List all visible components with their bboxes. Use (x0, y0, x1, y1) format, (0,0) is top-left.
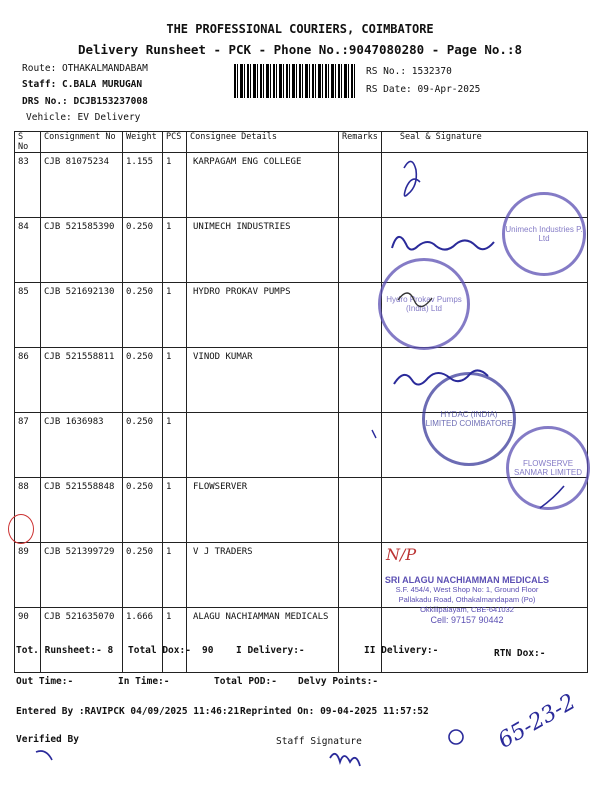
cell-pcs: 1 (163, 543, 187, 608)
cell-consignment: CJB 521558811 (41, 348, 123, 413)
in-time: In Time:- (118, 676, 170, 687)
header-pcs: PCS (163, 132, 187, 153)
cell-consignment: CJB 521399729 (41, 543, 123, 608)
cell-weight: 0.250 (123, 478, 163, 543)
rs-date: RS Date: 09-Apr-2025 (366, 84, 481, 95)
ii-delivery: II Delivery:- (364, 645, 439, 656)
reprinted-on: Reprinted On: 09-04-2025 11:57:52 (240, 706, 429, 717)
staff: Staff: C.BALA MURUGAN (22, 79, 143, 90)
cell-sno: 86 (15, 348, 41, 413)
medical-stamp-address2: Pallakadu Road, Othakalmandapam (Po) (398, 595, 536, 604)
out-time: Out Time:- (16, 676, 74, 687)
cell-pcs: 1 (163, 283, 187, 348)
delvy-points: Delvy Points:- (298, 676, 379, 687)
cell-consignee: ALAGU NACHIAMMAN MEDICALS (187, 608, 339, 673)
company-title: THE PROFESSIONAL COURIERS, COIMBATORE (166, 22, 434, 36)
header-remarks: Remarks (339, 132, 382, 153)
total-pod: Total POD:- (214, 676, 277, 687)
runsheet-subtitle: Delivery Runsheet - PCK - Phone No.:9047080280 - Page No.:8 (77, 42, 522, 57)
signature-88 (540, 486, 564, 508)
rs-number: RS No.: 1532370 (366, 66, 452, 77)
cell-consignee: VINOD KUMAR (187, 348, 339, 413)
cell-pcs: 1 (163, 413, 187, 478)
header-seal-signature: Seal & Signature (381, 132, 587, 153)
cell-sno: 83 (15, 153, 41, 218)
cell-consignee: FLOWSERVER (187, 478, 339, 543)
total-dox-value: 90 (202, 645, 214, 656)
cell-consignment: CJB 521585390 (41, 218, 123, 283)
cell-consignee: UNIMECH INDUSTRIES (187, 218, 339, 283)
cell-pcs: 1 (163, 608, 187, 673)
signature-83 (404, 161, 420, 196)
header-consignment: Consignment No (41, 132, 123, 153)
cell-pcs: 1 (163, 348, 187, 413)
drs-number: DRS No.: DCJB153237008 (22, 96, 148, 107)
cell-weight: 1.155 (123, 153, 163, 218)
medical-stamp-address1: S.F. 454/4, West Shop No: 1, Ground Floor (395, 585, 539, 594)
cell-consignee: HYDRO PROKAV PUMPS (187, 283, 339, 348)
cell-sno: 89 (15, 543, 41, 608)
hydac-stamp: HYDAC (INDIA) LIMITED COIMBATORE (422, 372, 516, 466)
cell-pcs: 1 (163, 153, 187, 218)
cell-consignment: CJB 521558848 (41, 478, 123, 543)
total-dox-label: Total Dox:- (128, 645, 191, 656)
entered-by: Entered By :RAVIPCK 04/09/2025 11:46:21 (16, 706, 240, 717)
route: Route: OTHAKALMANDABAM (22, 63, 148, 74)
signature-86 (394, 370, 488, 384)
medical-stamp-name: SRI ALAGU NACHIAMMAN MEDICALS (384, 575, 550, 585)
tick-87 (372, 430, 376, 438)
cell-pcs: 1 (163, 478, 187, 543)
cell-sno: 84 (15, 218, 41, 283)
signature-84 (392, 237, 494, 250)
cell-weight: 0.250 (123, 543, 163, 608)
cell-consignment: CJB 1636983 (41, 413, 123, 478)
handwritten-np: N/P (386, 545, 417, 564)
cell-sno: 90 (15, 608, 41, 673)
circled-mark (449, 730, 463, 744)
cell-sno: 88 (15, 478, 41, 543)
cell-weight: 0.250 (123, 413, 163, 478)
i-delivery: I Delivery:- (236, 645, 305, 656)
signature-85 (398, 293, 432, 307)
cell-weight: 0.250 (123, 283, 163, 348)
flowserve-stamp: FLOWSERVE SANMAR LIMITED (506, 426, 590, 510)
medical-stamp-cell: Cell: 97157 90442 (430, 615, 504, 625)
staff-signature-mark (330, 754, 360, 766)
cell-weight: 0.250 (123, 348, 163, 413)
rtn-dox: RTN Dox:- (494, 648, 546, 659)
verified-by-mark (36, 751, 52, 760)
staff-signature-label: Staff Signature (276, 736, 362, 747)
cell-consignee: V J TRADERS (187, 543, 339, 608)
hydro-prokav-stamp: Hydro Prokav Pumps (India) Ltd (378, 258, 470, 350)
tot-runsheet: Tot. Runsheet:- 8 (16, 645, 114, 656)
vehicle: Vehicle: EV Delivery (26, 112, 141, 123)
cell-pcs: 1 (163, 218, 187, 283)
header-sno: S No (15, 132, 41, 153)
cell-consignment: CJB 521635070 (41, 608, 123, 673)
medical-stamp-address3: Okkilipalayam, CBE-641032 (420, 605, 514, 614)
cell-sno: 85 (15, 283, 41, 348)
cell-consignment: CJB 521692130 (41, 283, 123, 348)
cell-sno: 87 (15, 413, 41, 478)
cell-consignment: CJB 81075234 (41, 153, 123, 218)
verified-by: Verified By (16, 734, 79, 745)
handwritten-page-note: 65-23-2 (494, 689, 580, 754)
header-weight: Weight (123, 132, 163, 153)
header-consignee: Consignee Details (187, 132, 339, 153)
cell-consignee: KARPAGAM ENG COLLEGE (187, 153, 339, 218)
unimech-stamp: Unimech Industries P. Ltd (502, 192, 586, 276)
cell-weight: 0.250 (123, 218, 163, 283)
cell-weight: 1.666 (123, 608, 163, 673)
